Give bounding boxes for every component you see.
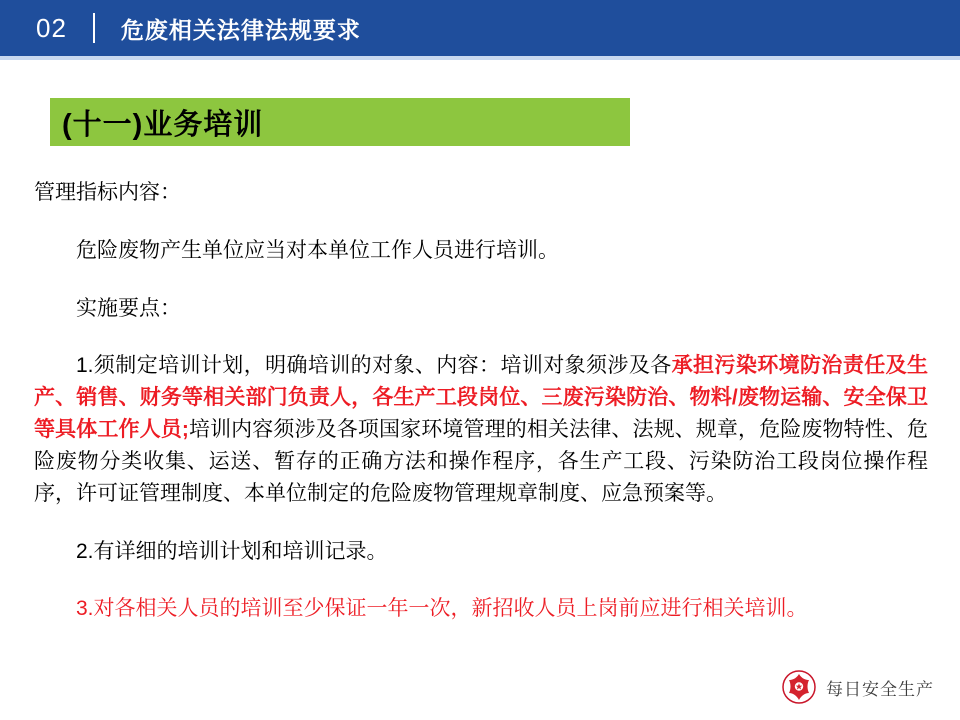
item1-black-end: 培训内容须涉及各项国家环境管理的相关法律、法规、规章，危险废物特性、危险废物分类收集、运送、暂存的正确方法和操作程序，各生产工段、污染防治工段岗位操作程序，许可证管理制度、本单位制定的危险废物管理规章制度、应急预案等。	[34, 417, 928, 505]
item1-black-start: 1.须制定培训计划，明确培训的对象、内容：培训对象须涉及各	[76, 354, 672, 378]
key-point-item-2: 2.有详细的培训计划和培训记录。	[76, 539, 388, 563]
management-indicator-label: 管理指标内容：	[34, 181, 181, 204]
spacer	[34, 278, 928, 292]
key-point-item-3: 3.对各相关人员的培训至少保证一年一次，新招收人员上岗前应进行相关培训。	[76, 597, 808, 621]
watermark-label: 每日安全生产	[826, 679, 934, 699]
management-indicator-text: 危险废物产生单位应当对本单位工作人员进行培训。	[76, 239, 559, 263]
spacer	[34, 220, 928, 234]
item1-red-emphasis: 承担污染环境防治责任及生产、销售、财务等相关部门负责人，各生产工段岗位、三废污染防治、物料/废物运输、安全保卫等具体工作人员;	[34, 354, 929, 441]
header-underline	[0, 56, 960, 60]
spacer	[34, 571, 928, 593]
key-points-label: 实施要点：	[76, 297, 181, 321]
header-divider	[93, 13, 95, 43]
spacer	[34, 336, 928, 350]
wechat-official-account-logo-icon	[782, 670, 816, 704]
page-header-bar	[0, 0, 960, 56]
spacer	[34, 514, 928, 536]
page-title: 危废相关法律法规要求	[120, 16, 361, 43]
section-number: 02	[36, 12, 67, 43]
section-title-highlight	[50, 98, 630, 146]
section-title-label: (十一)业务培训	[62, 108, 264, 141]
slide-body	[34, 176, 928, 629]
footer-watermark	[782, 670, 934, 704]
key-point-item-1	[34, 350, 928, 510]
